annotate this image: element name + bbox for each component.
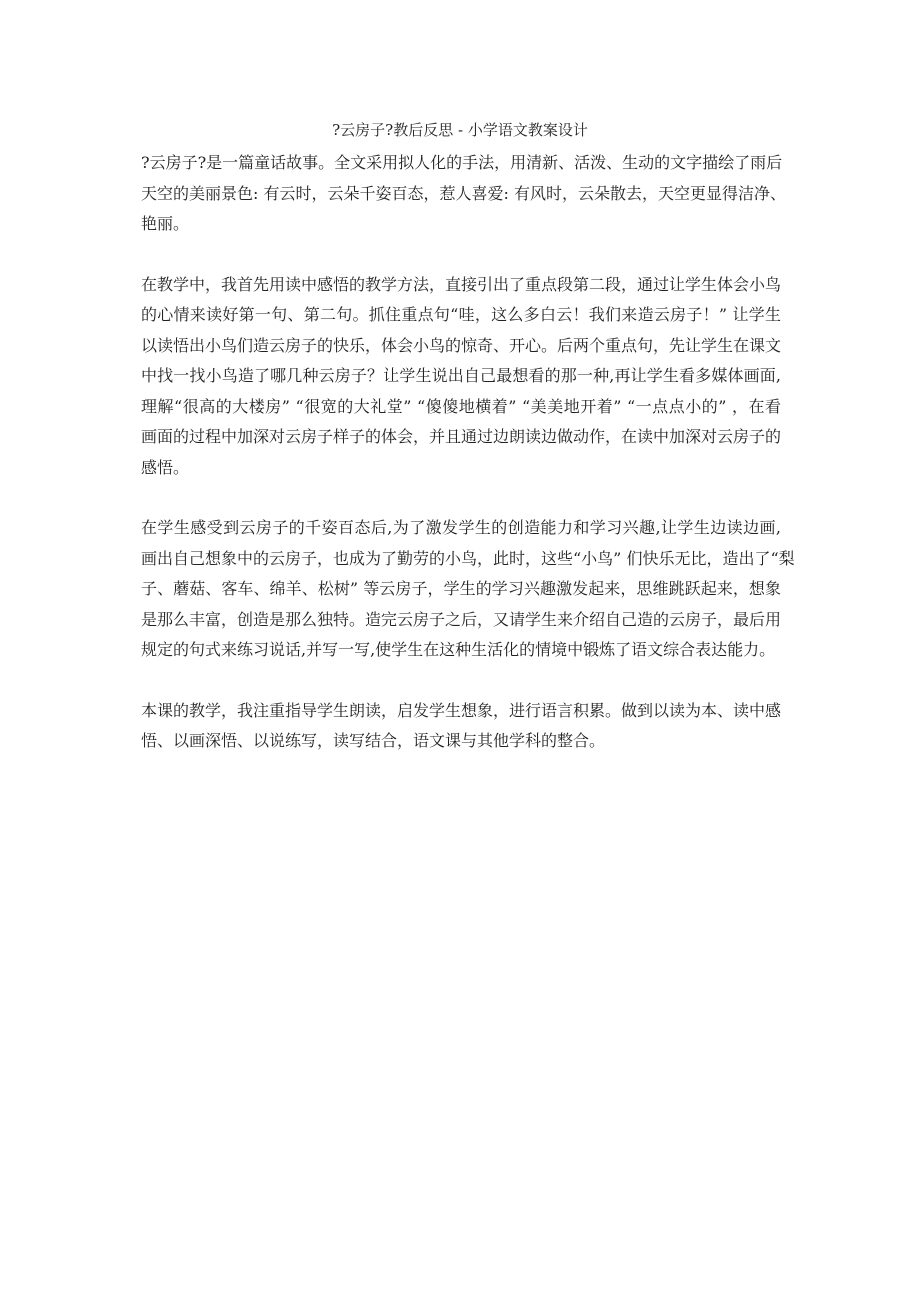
document-body	[141, 148, 795, 787]
paragraph-line: 规定的句式来练习说话,并写一写,使学生在这种生活化的情境中锻炼了语文综合表达能力。	[141, 640, 776, 659]
paragraph-line: 在教学中，我首先用读中感悟的教学方法，直接引出了重点段第二段，通过让学生体会小鸟	[141, 274, 782, 294]
paragraph-line: 感悟。	[141, 457, 190, 477]
paragraph-line: 悟、以画深悟、以说练写，读写结合，语文课与其他学科的整合。	[141, 731, 606, 750]
paragraph	[141, 513, 795, 666]
paragraph-line: ?云房子?是一篇童话故事。全文采用拟人化的手法，用清新、活泼、生动的文字描绘了雨后	[141, 153, 783, 172]
paragraph-line: 天空的美丽景色: 有云时，云朵千姿百态，惹人喜爱: 有风时，云朵散去，天空更显得洁净、	[141, 183, 786, 203]
paragraph-line: 以读悟出小鸟们造云房子的快乐，体会小鸟的惊奇、开心。后两个重点句，先让学生在课文	[141, 335, 782, 355]
paragraph-line: 是那么丰富，创造是那么独特。造完云房子之后，又请学生来介绍自己造的云房子，最后用	[141, 609, 782, 629]
paragraph	[141, 270, 781, 484]
paragraph	[141, 148, 786, 240]
paragraph-line: 子、蘑菇、客车、绵羊、松树” 等云房子，学生的学习兴趣激发起来，思维跳跃起来，想象	[141, 579, 781, 598]
paragraph-line: 画面的过程中加深对云房子样子的体会，并且通过边朗读边做动作，在读中加深对云房子的	[141, 427, 782, 446]
paragraph-line: 的心情来读好第一句、第二句。抓住重点句“哇，这么多白云！我们来造云房子！” 让学生	[141, 305, 781, 324]
document-title: ?云房子?教后反思 - 小学语文教案设计	[332, 121, 588, 139]
paragraph-line: 画出自己想象中的云房子，也成为了勤劳的小鸟，此时，这些“小鸟” 们快乐无比，造出了“梨	[141, 548, 795, 568]
paragraph	[141, 696, 781, 757]
paragraph-line: 理解“很高的大楼房” “很宽的大礼堂” “傻傻地横着” “美美地开着” “一点点小的” ，在看	[141, 396, 781, 416]
paragraph-line: 艳丽。	[141, 214, 190, 233]
paragraph-line: 本课的教学，我注重指导学生朗读，启发学生想象，进行语言积累。做到以读为本、读中感	[141, 700, 782, 720]
paragraph-line: 在学生感受到云房子的千姿百态后,为了激发学生的创造能力和学习兴趣,让学生边读边画,	[141, 518, 781, 537]
paragraph-line: 中找一找小鸟造了哪几种云房子？让学生说出自己最想看的那一种,再让学生看多媒体画面,	[141, 366, 781, 385]
